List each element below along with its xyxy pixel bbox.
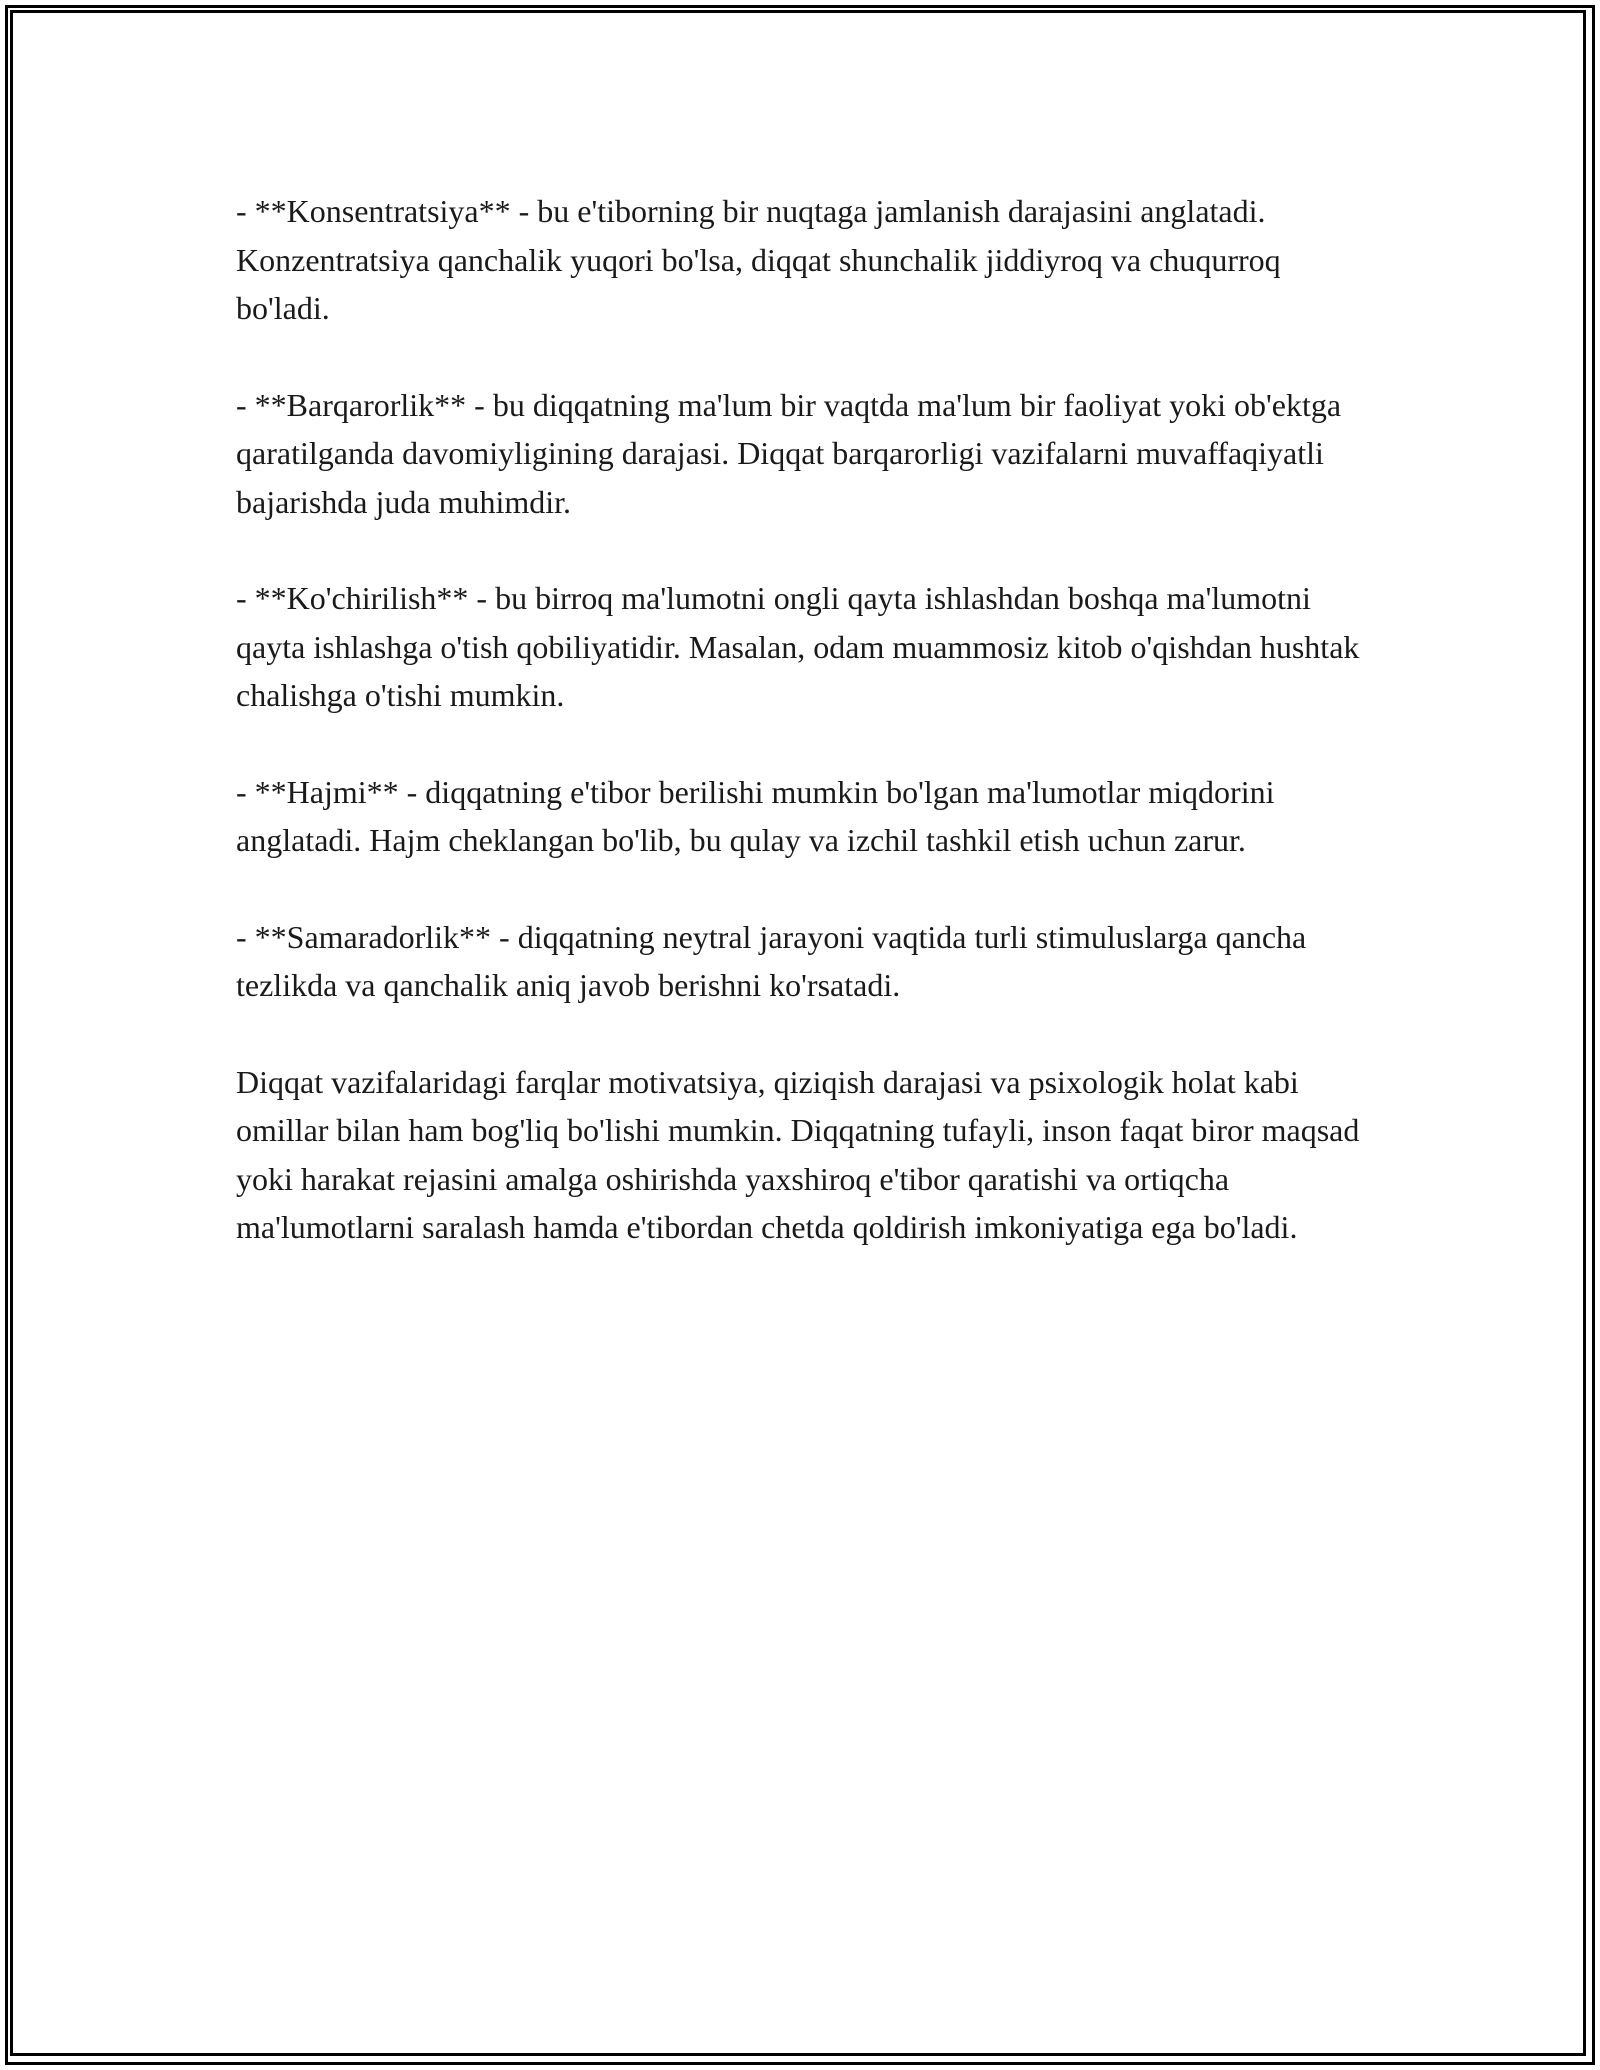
paragraph-barqarorlik: - **Barqarorlik** - bu diqqatning ma'lum bir vaqtda ma'lum bir faoliyat yoki ob'ektga qaratilganda davomiyligining darajasi. Diqqat barqarorligi vazifalarni muvaffaqiyatli bajarishda juda muhimdir. — [236, 386, 1342, 520]
paragraph-samaradorlik: - **Samaradorlik** - diqqatning neytral jarayoni vaqtida turli stimuluslarga qancha tezlikda va qanchalik aniq javob berishni ko'rsatadi. — [236, 918, 1307, 1003]
paragraph-conclusion: Diqqat vazifalaridagi farqlar motivatsiya, qiziqish darajasi va psixologik holat kabi omillar bilan ham bog'liq bo'lishi mumkin. Diqqatning tufayli, inson faqat biror maqsad yoki harakat rejasini amalga oshirishda yaxshiroq e'tibor qaratishi va ortiqcha ma'lumotlarni saralash hamda e'tibordan chetda qoldirish imkoniyatiga ega bo'ladi. — [236, 1063, 1360, 1245]
paragraph-konsentratsiya: - **Konsentratsiya** - bu e'tiborning bir nuqtaga jamlanish darajasini anglatadi. Konzentratsiya qanchalik yuqori bo'lsa, diqqat shunchalik jiddiyroq va chuqurroq bo'ladi. — [236, 193, 1281, 326]
document-body — [236, 187, 1376, 1300]
paragraph-kochirilish: - **Ko'chirilish** - bu birroq ma'lumotni ongli qayta ishlashdan boshqa ma'lumotni qayta ishlashga o'tish qobiliyatidir. Masalan, odam muammosiz kitob o'qishdan hushtak chalishga o'tishi mumkin. — [236, 580, 1360, 713]
paragraph-hajmi: - **Hajmi** - diqqatning e'tibor berilishi mumkin bo'lgan ma'lumotlar miqdorini anglatadi. Hajm cheklangan bo'lib, bu qulay va izchil tashkil etish uchun zarur. — [236, 773, 1275, 858]
